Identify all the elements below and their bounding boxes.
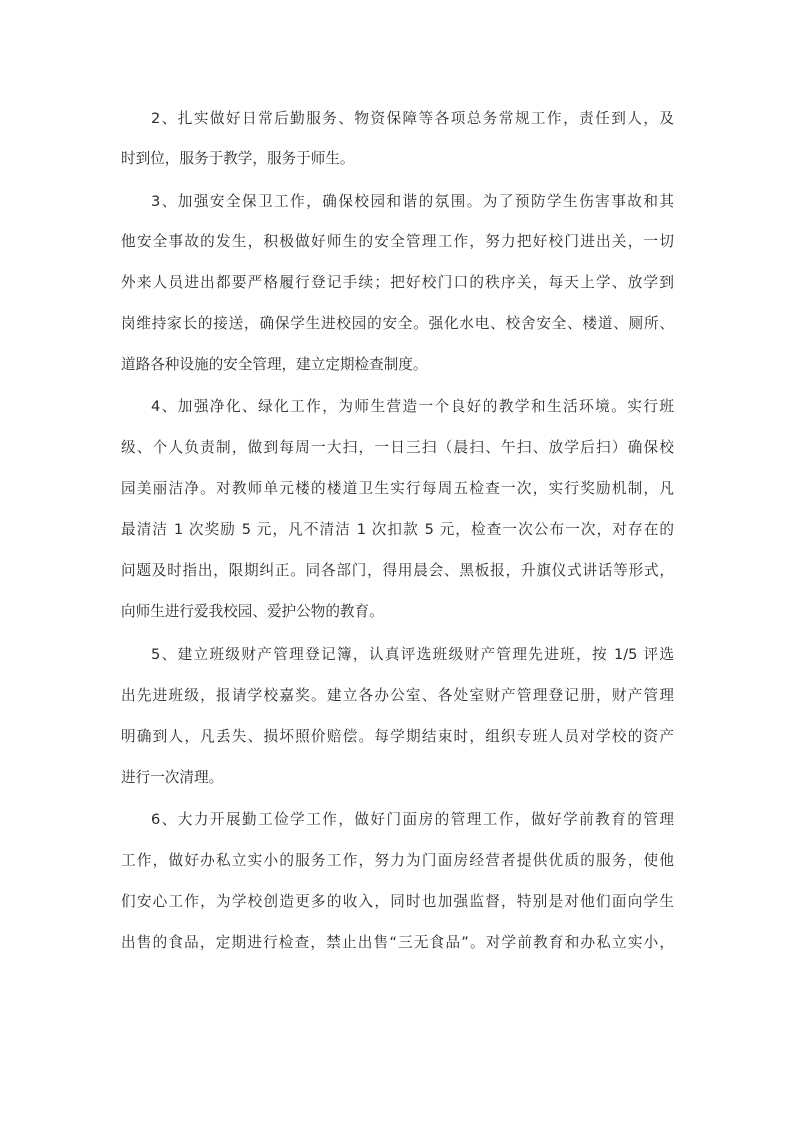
paragraph-4-line-1: 4、加强净化、绿化工作，为师生营造一个良好的教学和生活环境。实行班 <box>151 398 674 415</box>
paragraph-5-line-1: 5、建立班级财产管理登记簿，认真评选班级财产管理先进班，按 1/5 评选 <box>151 646 674 663</box>
paragraph-3-line-1: 3、加强安全保卫工作，确保校园和谐的氛围。为了预防学生伤害事故和其 <box>151 193 674 210</box>
paragraph-2-line-1: 2、扎实做好日常后勤服务、物资保障等各项总务常规工作，责任到人，及 <box>151 110 674 127</box>
paragraph-6-line-1: 6、大力开展勤工俭学工作，做好门面房的管理工作，做好学前教育的管理 <box>151 811 674 828</box>
paragraph-4-line-6: 向师生进行爱我校园、爱护公物的教育。 <box>121 603 384 620</box>
paragraph-4-line-3: 园美丽洁净。对教师单元楼的楼道卫生实行每周五检查一次，实行奖励机制，凡 <box>121 480 674 497</box>
paragraph-3-line-5: 道路各种设施的安全管理，建立定期检查制度。 <box>121 356 428 373</box>
paragraph-3-line-4: 岗维持家长的接送，确保学生进校园的安全。强化水电、校舍安全、楼道、厕所、 <box>121 315 674 332</box>
paragraph-5-line-4: 进行一次清理。 <box>121 769 224 786</box>
paragraph-4-line-5: 问题及时指出，限期纠正。同各部门，得用晨会、黑板报，升旗仪式讲话等形式， <box>121 562 674 579</box>
paragraph-5-line-2: 出先进班级，报请学校嘉奖。建立各办公室、各处室财产管理登记册，财产管理 <box>121 687 674 704</box>
paragraph-6-line-2: 工作，做好办私立实小的服务工作，努力为门面房经营者提供优质的服务，使他 <box>121 852 674 869</box>
paragraph-3-line-3: 外来人员进出都要严格履行登记手续；把好校门口的秩序关，每天上学、放学到 <box>121 274 674 291</box>
paragraph-2-line-2: 时到位，服务于教学，服务于师生。 <box>121 150 355 167</box>
paragraph-3-line-2: 他安全事故的发生，积极做好师生的安全管理工作，努力把好校门进出关，一切 <box>121 233 674 250</box>
paragraph-6-line-3: 们安心工作，为学校创造更多的收入，同时也加强监督，特别是对他们面向学生 <box>121 893 674 910</box>
paragraph-4-line-2: 级、个人负责制，做到每周一大扫，一日三扫（晨扫、午扫、放学后扫）确保校 <box>121 439 674 456</box>
paragraph-6-line-4: 出售的食品，定期进行检查，禁止出售“三无食品”。对学前教育和办私立实小， <box>121 934 674 951</box>
paragraph-4-line-4: 最清洁 1 次奖励 5 元，凡不清洁 1 次扣款 5 元，检查一次公布一次，对存在的 <box>121 521 674 538</box>
paragraph-5-line-3: 明确到人，凡丢失、损坏照价赔偿。每学期结束时，组织专班人员对学校的资产 <box>121 728 674 745</box>
